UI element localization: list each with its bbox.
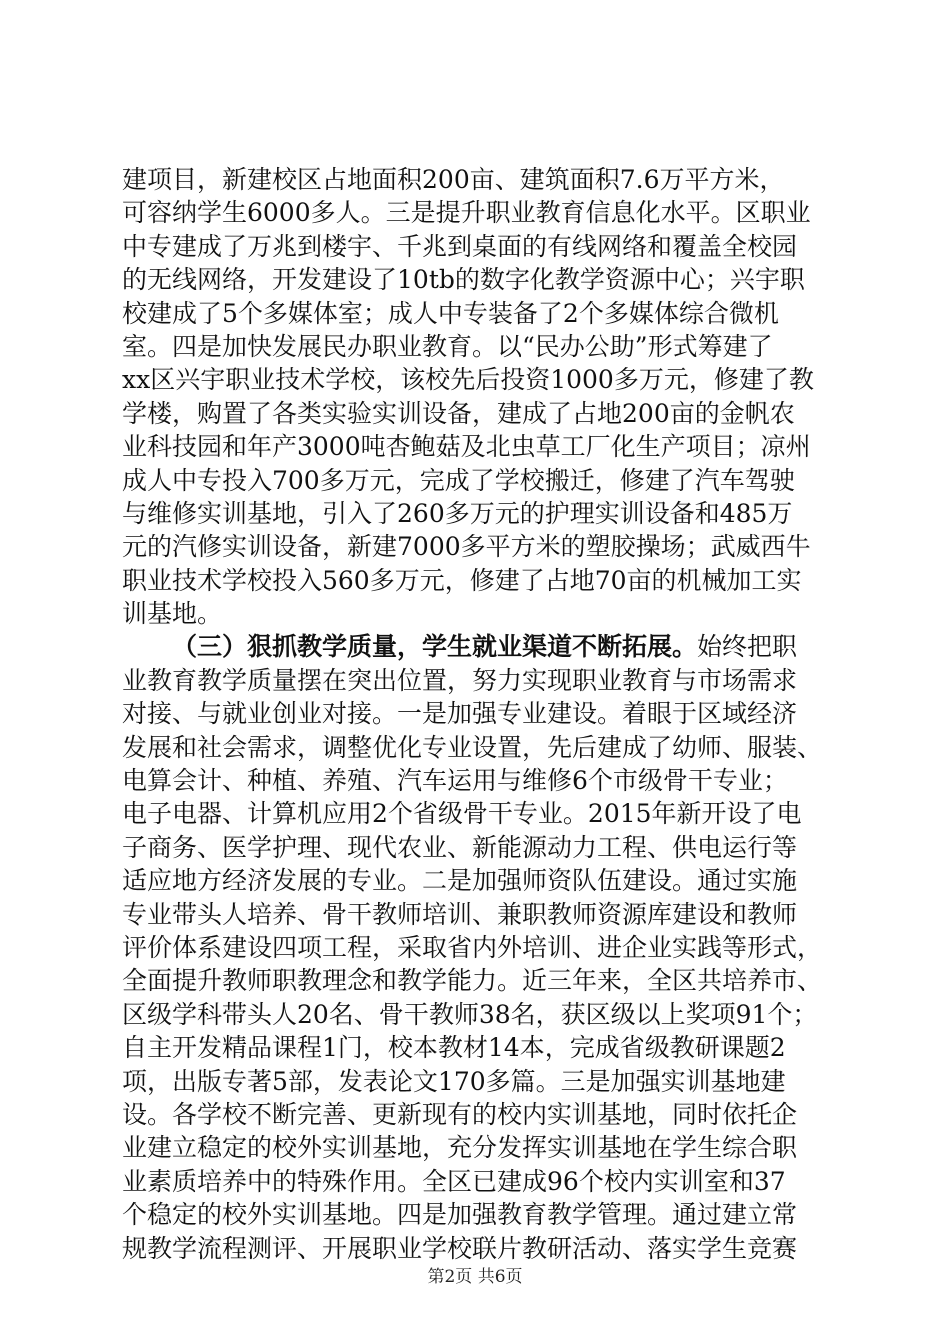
text-line: 元的汽修实训设备，新建7000多平方米的塑胶操场；武威西牛 <box>122 532 811 562</box>
text-line: 评价体系建设四项工程，采取省内外培训、进企业实践等形式， <box>122 932 823 962</box>
section-heading: （三）狠抓教学质量，学生就业渠道不断拓展。 <box>172 632 698 662</box>
text-line: 业教育教学质量摆在突出位置，努力实现职业教育与市场需求 <box>122 665 798 695</box>
text-line: 子商务、医学护理、现代农业、新能源动力工程、供电运行等 <box>122 832 798 862</box>
document-body <box>122 163 834 1265</box>
text-line: 规教学流程测评、开展职业学校联片教研活动、落实学生竞赛 <box>122 1233 798 1263</box>
text-line: 与维修实训基地，引入了260多万元的护理实训设备和485万 <box>122 498 793 528</box>
text-line: 成人中专投入700多万元，完成了学校搬迁，修建了汽车驾驶 <box>122 465 795 495</box>
text-line: 电算会计、种植、养殖、汽车运用与维修6个市级骨干专业； <box>122 766 788 796</box>
text-line: 建项目，新建校区占地面积200亩、建筑面积7.6万平方米， <box>122 165 785 194</box>
text-line: 训基地。 <box>122 599 223 629</box>
text-line: 电子电器、计算机应用2个省级骨干专业。2015年新开设了电 <box>122 799 802 829</box>
text-line: 中专建成了万兆到楼宇、千兆到桌面的有线网络和覆盖全校园 <box>122 231 798 261</box>
text-line: 设。各学校不断完善、更新现有的校内实训基地，同时依托企 <box>122 1099 798 1129</box>
text-line: 专业带头人培养、骨干教师培训、兼职教师资源库建设和教师 <box>122 899 798 929</box>
section-heading-line <box>122 630 834 663</box>
page-footer <box>0 1262 950 1287</box>
text-line: 适应地方经济发展的专业。二是加强师资队伍建设。通过实施 <box>122 866 798 896</box>
text-line: 对接、与就业创业对接。一是加强专业建设。着眼于区域经济 <box>122 699 798 729</box>
text-line: 校建成了5个多媒体室；成人中专装备了2个多媒体综合微机 <box>122 298 779 328</box>
text-line: xx区兴宇职业技术学校，该校先后投资1000多万元，修建了教 <box>122 365 814 395</box>
text-line: 项，出版专著5部，发表论文170多篇。三是加强实训基地建 <box>122 1066 786 1096</box>
text-line: 全面提升教师职教理念和教学能力。近三年来，全区共培养市、 <box>122 966 823 996</box>
text-line: 室。四是加快发展民办职业教育。以“民办公助”形式筹建了 <box>122 331 773 361</box>
page-number: 第2页 共6页 <box>427 1267 523 1287</box>
section-heading-continuation: 始终把职 <box>697 632 798 662</box>
text-line: 可容纳学生6000多人。三是提升职业教育信息化水平。区职业 <box>122 198 811 228</box>
text-line: 的无线网络，开发建设了10tb的数字化教学资源中心；兴宇职 <box>122 265 805 295</box>
text-line: 区级学科带头人20名、骨干教师38名，获区级以上奖项91个； <box>122 999 818 1029</box>
text-line: 业建立稳定的校外实训基地，充分发挥实训基地在学生综合职 <box>122 1133 798 1163</box>
text-line: 职业技术学校投入560多万元，修建了占地70亩的机械加工实 <box>122 565 802 595</box>
text-line: 业素质培养中的特殊作用。全区已建成96个校内实训室和37 <box>122 1166 786 1196</box>
text-line: 发展和社会需求，调整优化专业设置，先后建成了幼师、服装、 <box>122 732 823 762</box>
text-line: 个稳定的校外实训基地。四是加强教育教学管理。通过建立常 <box>122 1200 798 1230</box>
text-line: 学楼，购置了各类实验实训设备，建成了占地200亩的金帆农 <box>122 398 795 428</box>
text-line: 业科技园和年产3000吨杏鲍菇及北虫草工厂化生产项目；凉州 <box>122 432 811 462</box>
text-line: 自主开发精品课程1门，校本教材14本，完成省级教研课题2 <box>122 1033 786 1063</box>
